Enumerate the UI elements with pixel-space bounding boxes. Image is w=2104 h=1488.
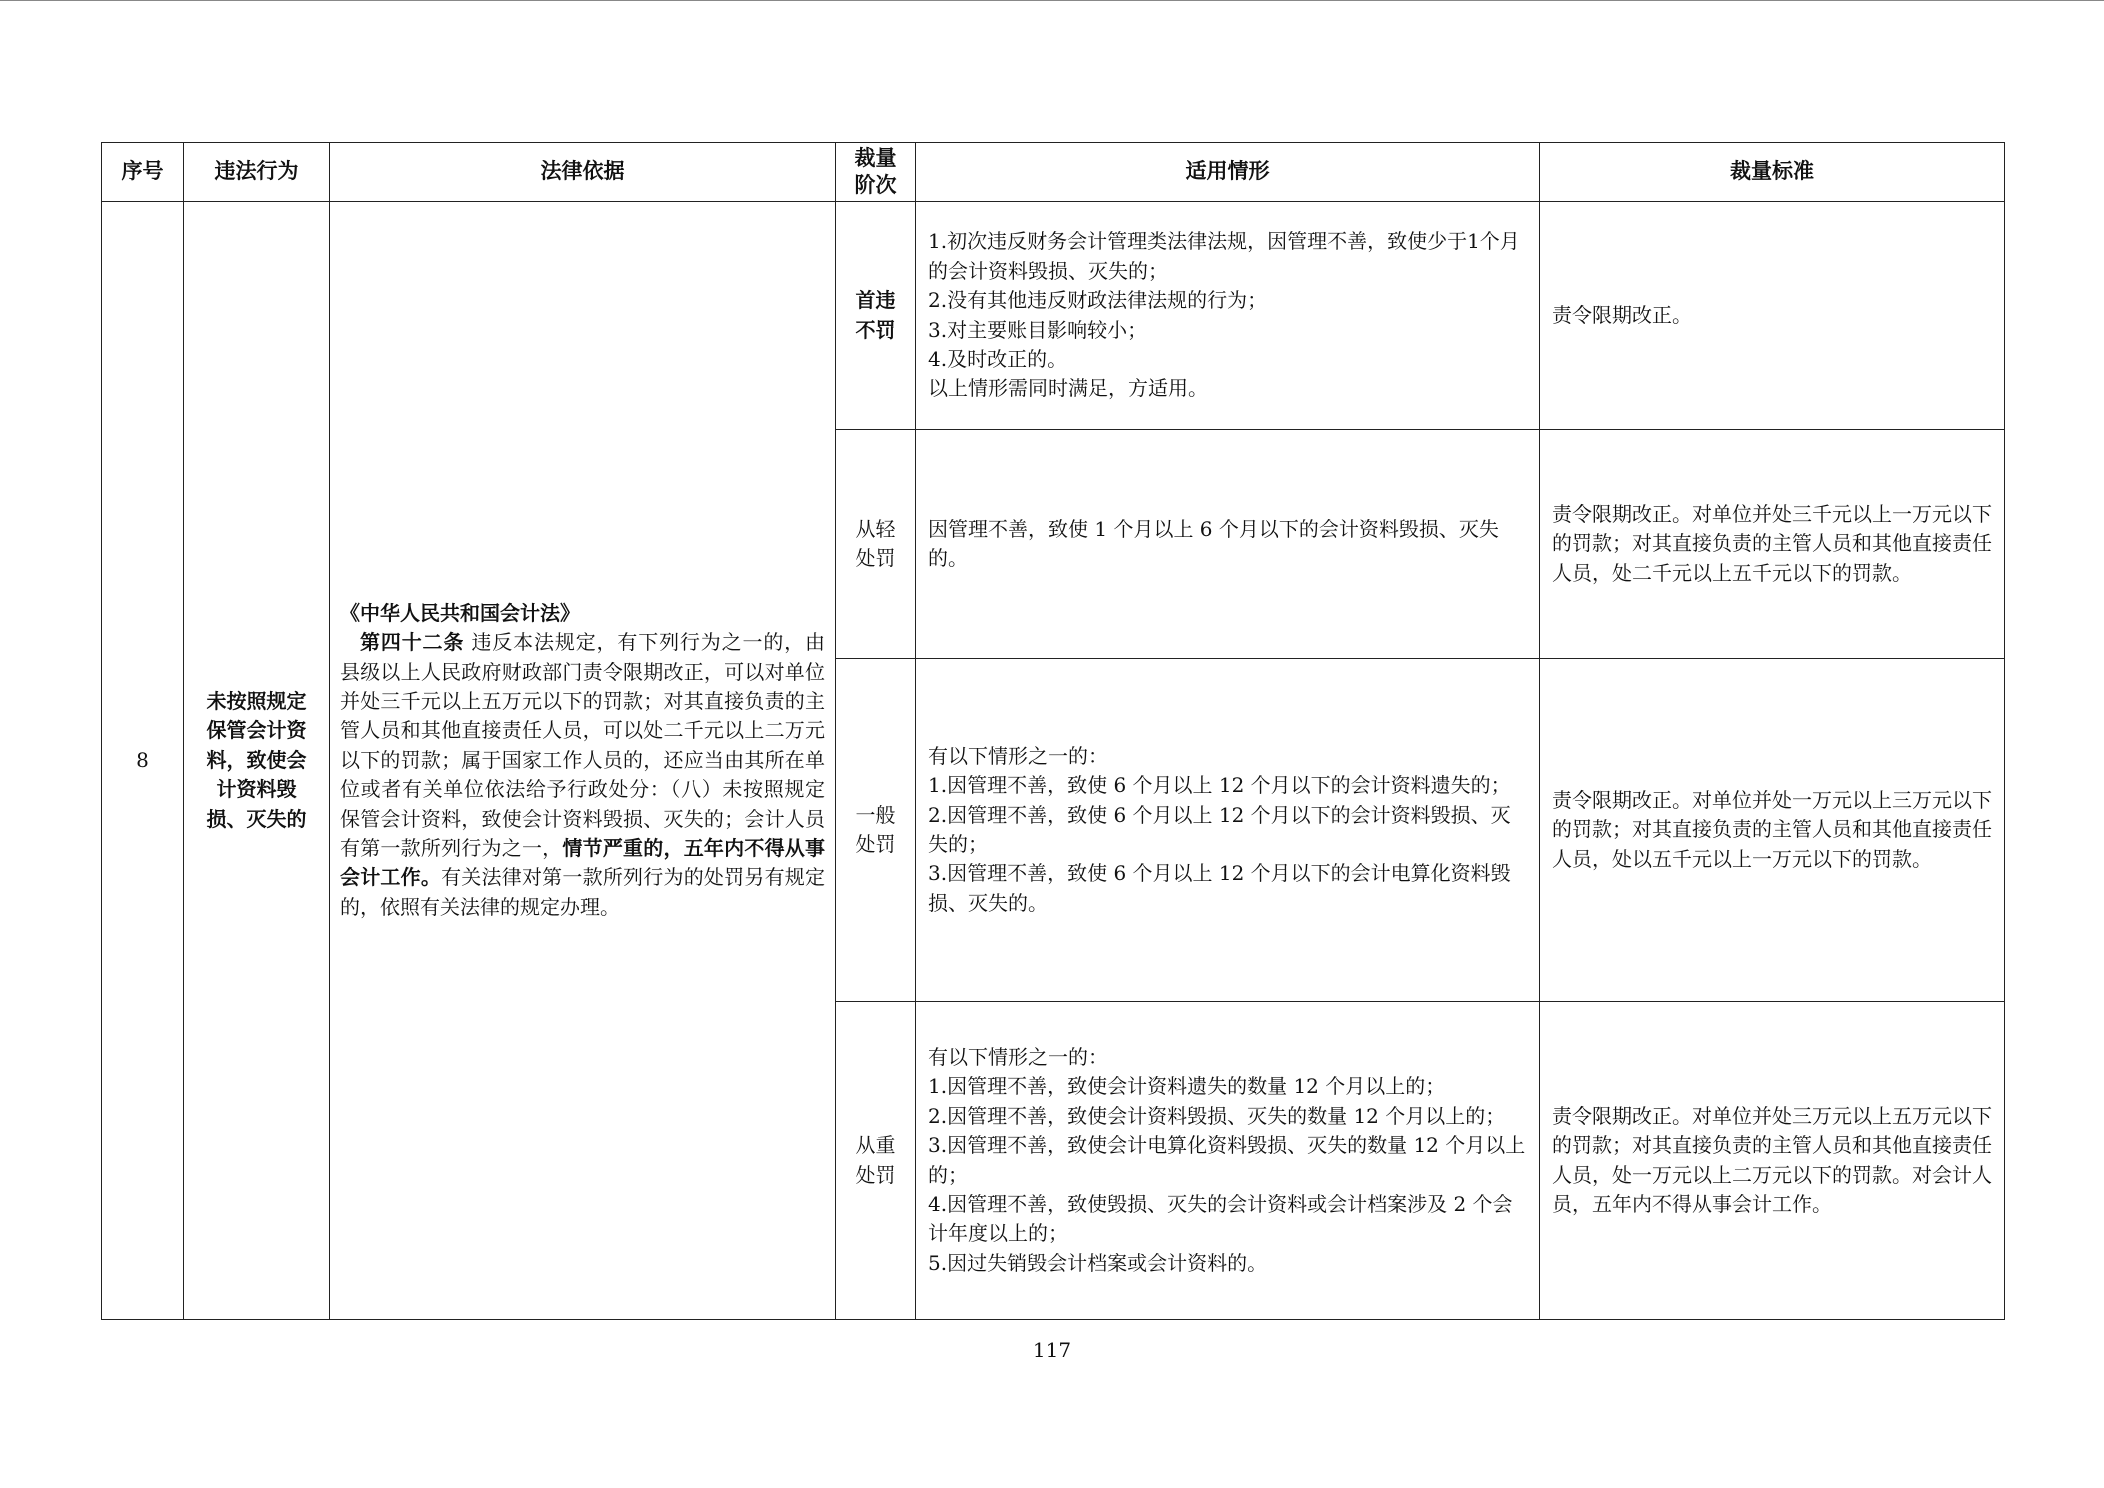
row-behavior xyxy=(184,202,330,1320)
table-header-row xyxy=(102,143,2005,202)
law-title: 《中华人民共和国会计法》 xyxy=(340,600,580,625)
situation-line: 2.没有其他违反财政法律法规的行为； xyxy=(928,288,1268,313)
situation-line: 1.因管理不善，致使 6 个月以上 12 个月以下的会计资料遗失的； xyxy=(928,773,1511,798)
level-label-line: 不罚 xyxy=(855,317,896,342)
level-label-line: 从轻 xyxy=(855,516,896,541)
situation-line: 1.因管理不善，致使会计资料遗失的数量 12 个月以上的； xyxy=(928,1074,1446,1099)
header-behavior: 违法行为 xyxy=(184,143,330,202)
law-text: 有关法律对第一款所列行为的处罚另有规定的，依照有关法律的规定办理。 xyxy=(340,865,826,919)
level-situation xyxy=(916,202,1540,430)
situation-line: 3.因管理不善，致使会计电算化资料毁损、灭失的数量 12 个月以上的； xyxy=(928,1133,1526,1187)
level-label-line: 首违 xyxy=(855,288,896,313)
situation-line: 以上情形需同时满足，方适用。 xyxy=(928,376,1208,401)
row-legal-basis xyxy=(330,202,836,1320)
page-top-rule xyxy=(0,0,2104,1)
header-level-line: 裁量 xyxy=(854,145,897,170)
situation-line: 3.因管理不善，致使 6 个月以上 12 个月以下的会计电算化资料毁损、灭失的。 xyxy=(928,861,1511,915)
situation-line: 4.因管理不善，致使毁损、灭失的会计资料或会计档案涉及 2 个会计年度以上的； xyxy=(928,1191,1513,1246)
situation-line: 2.因管理不善，致使 6 个月以上 12 个月以下的会计资料毁损、灭失的； xyxy=(928,802,1511,856)
level-standard: 责令限期改正。对单位并处三千元以上一万元以下的罚款；对其直接负责的主管人员和其他直接责任人员，处二千元以上五千元以下的罚款。 xyxy=(1540,430,2005,659)
header-seq: 序号 xyxy=(102,143,184,202)
behavior-line: 保管会计资 xyxy=(206,718,307,743)
level-standard: 责令限期改正。对单位并处一万元以上三万元以下的罚款；对其直接负责的主管人员和其他直接责任人员，处以五千元以上一万元以下的罚款。 xyxy=(1540,659,2005,1002)
level-standard: 责令限期改正。 xyxy=(1540,202,2005,430)
level-label-line: 从重 xyxy=(855,1133,896,1158)
level-label-line: 处罚 xyxy=(855,1162,896,1187)
situation-line: 有以下情形之一的： xyxy=(928,1044,1108,1069)
behavior-line: 料，致使会 xyxy=(206,747,307,772)
situation-line: 3.对主要账目影响较小； xyxy=(928,317,1148,342)
level-label xyxy=(836,430,916,659)
header-situation: 适用情形 xyxy=(916,143,1540,202)
level-situation xyxy=(916,430,1540,659)
level-situation xyxy=(916,659,1540,1002)
level-label xyxy=(836,659,916,1002)
level-label-line: 处罚 xyxy=(855,546,896,570)
situation-line: 1.初次违反财务会计管理类法律法规，因管理不善，致使少于1个月的会计资料毁损、灭失的； xyxy=(928,229,1520,283)
behavior-line: 计资料毁 xyxy=(216,777,297,802)
behavior-line: 损、灭失的 xyxy=(206,806,307,831)
law-text-bold: 情节严重的，五年内不得从事会计工作。 xyxy=(340,835,826,890)
level-situation xyxy=(916,1002,1540,1320)
level-label-line: 一般 xyxy=(855,802,896,827)
situation-line: 有以下情形之一的： xyxy=(928,743,1108,768)
table-row xyxy=(102,202,2005,430)
law-text: 违反本法规定，有下列行为之一的，由县级以上人民政府财政部门责令限期改正，可以对单位并处三千元以上五万元以下的罚款；对其直接负责的主管人员和其他直接责任人员，可以处二千元以上二万元以下的罚款；属于国家工作人员的，还应当由其所在单位或者有关单位依法给予行政处分：（八）未按照规定保管会计资料，致使会计资料毁损、灭失的；会计人员有第一款所列行为之一， xyxy=(340,630,826,860)
header-level xyxy=(836,143,916,202)
row-seq: 8 xyxy=(102,202,184,1320)
situation-line: 4.及时改正的。 xyxy=(928,346,1068,371)
situation-line: 因管理不善，致使 1 个月以上 6 个月以下的会计资料毁损、灭失的。 xyxy=(928,516,1499,570)
header-standard: 裁量标准 xyxy=(1540,143,2005,202)
law-article: 第四十二条 xyxy=(360,630,465,655)
discretion-standard-table xyxy=(101,142,2005,1320)
header-basis: 法律依据 xyxy=(330,143,836,202)
situation-line: 2.因管理不善，致使会计资料毁损、灭失的数量 12 个月以上的； xyxy=(928,1103,1506,1128)
header-level-line: 阶次 xyxy=(854,173,897,197)
situation-line: 5.因过失销毁会计档案或会计资料的。 xyxy=(928,1250,1268,1275)
page-number: 117 xyxy=(1032,1338,1072,1362)
level-label-line: 处罚 xyxy=(855,832,896,856)
level-label xyxy=(836,202,916,430)
level-standard: 责令限期改正。对单位并处三万元以上五万元以下的罚款；对其直接负责的主管人员和其他直接责任人员，处一万元以上二万元以下的罚款。对会计人员，五年内不得从事会计工作。 xyxy=(1540,1002,2005,1320)
behavior-line: 未按照规定 xyxy=(206,689,307,714)
level-label xyxy=(836,1002,916,1320)
